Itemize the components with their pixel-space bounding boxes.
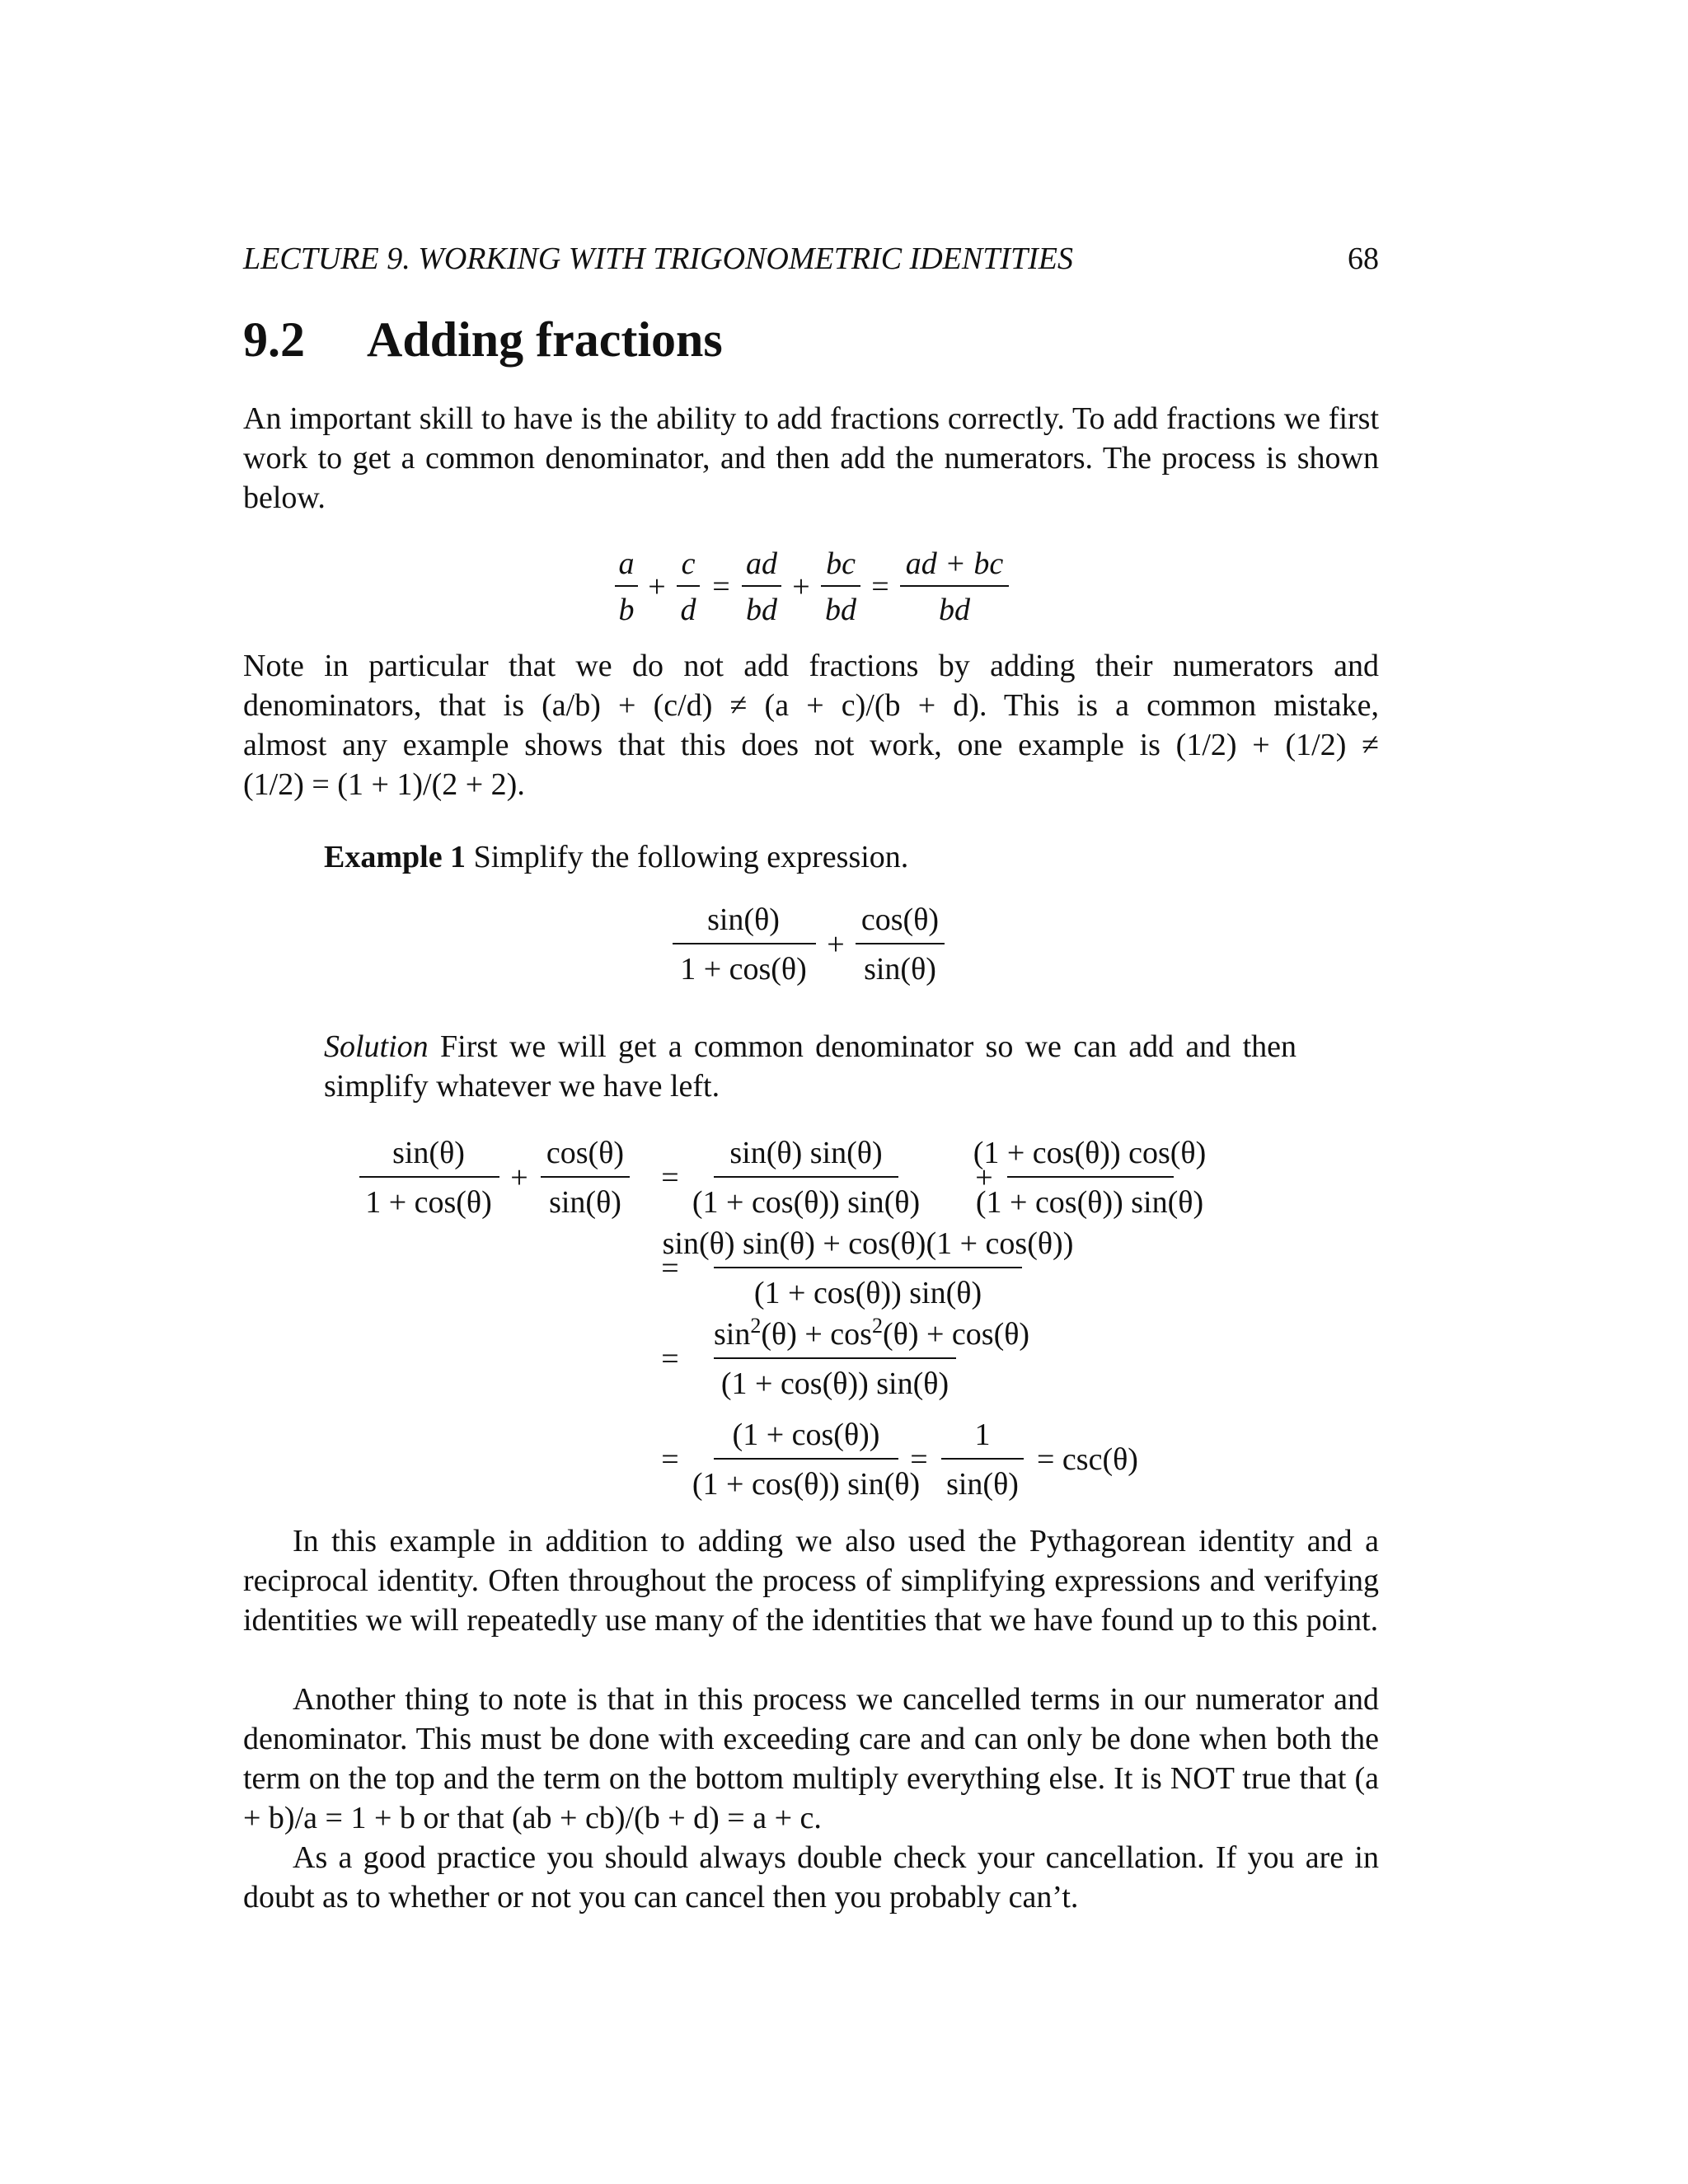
s3-num: $\sin^2(\theta) + \cos^2(\theta) + \cos(\theta)$	[714, 1314, 1030, 1352]
formula-a: a	[618, 546, 635, 581]
solution-label: Solution	[324, 1029, 429, 1064]
lhs-num2: cos(θ)	[546, 1136, 625, 1170]
plus-sign: +	[975, 1160, 993, 1195]
s1-den1: (1 + cos(θ)) sin(θ)	[692, 1185, 921, 1220]
example-prompt: Simplify the following expression.	[473, 840, 909, 874]
s4-den: (1 + cos(θ)) sin(θ)	[692, 1467, 921, 1502]
formula-bd: bd	[746, 593, 777, 627]
note-line: almost any example shows that this does not work, one example is (1/2) + (1/2) ≠	[243, 728, 1379, 762]
intro-paragraph: An important skill to have is the ability to add fractions correctly. To add fractions we first work to get a common denominator, and then add the numerators. The process is shown below.	[243, 401, 1379, 515]
formula-bd3: bd	[939, 593, 970, 627]
formula-d: d	[680, 593, 696, 627]
expr-den2: sin(θ)	[864, 952, 936, 987]
formula-c: c	[681, 546, 696, 581]
expr-num2: cos(θ)	[860, 902, 940, 937]
expr-den1: 1 + cos(θ)	[680, 952, 807, 987]
equals-sign: =	[661, 1251, 679, 1286]
s4-num: (1 + cos(θ))	[732, 1418, 880, 1452]
example-heading	[324, 839, 908, 875]
formula-b: b	[618, 593, 635, 627]
plus-sign: +	[792, 569, 810, 604]
equals-sign: =	[871, 569, 889, 604]
expr-num1: sin(θ)	[707, 902, 780, 937]
note-line: denominators, that is (a/b) + (c/d) ≠ (a + c)/(b + d). This is a common mistake,	[243, 688, 1379, 723]
s1-num2: (1 + cos(θ)) cos(θ)	[973, 1136, 1207, 1170]
running-header: LECTURE 9. WORKING WITH TRIGONOMETRIC IDENTITIES	[243, 241, 1073, 276]
plus-sign: +	[648, 569, 666, 604]
derivation	[346, 1125, 1335, 1504]
fraction-sum-formula	[577, 536, 1088, 635]
s3-den: (1 + cos(θ)) sin(θ)	[720, 1366, 950, 1401]
equals-sign: =	[712, 569, 730, 604]
plus-sign: +	[827, 927, 845, 962]
s4-num2: 1	[974, 1418, 991, 1452]
paragraph-identities: In this example in addition to adding we also used the Pythagorean identity and a reciprocal identity. Often throughout the process of simplifying expressions and verifying identities we will repeatedly use many of the identities that we have found up to this point.	[243, 1524, 1379, 1638]
equals-sign: =	[910, 1442, 928, 1477]
example-label: Example 1	[324, 840, 467, 874]
s2-num: sin(θ) sin(θ) + cos(θ)(1 + cos(θ))	[662, 1226, 1074, 1261]
s4-result: = csc(θ)	[1037, 1442, 1138, 1477]
note-line: Note in particular that we do not add fractions by adding their numerators and	[243, 649, 1379, 683]
equals-sign: =	[661, 1442, 679, 1477]
equals-sign: =	[661, 1342, 679, 1376]
solution-text: First we will get a common denominator so we can add and then simplify whatever we have left.	[324, 1029, 1297, 1104]
section-title: Adding fractions	[367, 312, 723, 367]
solution-paragraph	[324, 1027, 1296, 1106]
s1-num1: sin(θ) sin(θ)	[729, 1136, 883, 1170]
plus-sign: +	[510, 1160, 528, 1195]
formula-sum-numerator: ad + bc	[905, 546, 1004, 581]
paragraph-cancellation: Another thing to note is that in this process we cancelled terms in our numerator and denominator. This must be done with exceeding care and can only be done when both the term on the top and the term on the bottom multiply everything else. It is NOT true that (a + b)/a = 1 + b or that (ab + cb)/(b + d) = a + c.	[243, 1682, 1379, 1835]
page-number: 68	[1348, 241, 1379, 276]
lhs-den2: sin(θ)	[549, 1185, 621, 1220]
section-number: 9.2	[243, 312, 305, 367]
s4-den2: sin(θ)	[946, 1467, 1019, 1502]
paragraph-practice: As a good practice you should always double check your cancellation. If you are in doubt as to whether or not you can cancel then you probably can’t.	[243, 1840, 1379, 1915]
example-expression	[659, 892, 989, 999]
lhs-den1: 1 + cos(θ)	[365, 1185, 492, 1220]
formula-bc: bc	[826, 546, 856, 581]
equals-sign: =	[661, 1160, 679, 1195]
formula-bd2: bd	[825, 593, 856, 627]
s1-den2: (1 + cos(θ)) sin(θ)	[975, 1185, 1204, 1220]
lhs-num1: sin(θ)	[392, 1136, 465, 1170]
note-line: (1/2) = (1 + 1)/(2 + 2).	[243, 767, 525, 802]
note-paragraph	[243, 646, 1379, 804]
section-heading	[243, 312, 723, 368]
s2-den: (1 + cos(θ)) sin(θ)	[753, 1276, 982, 1310]
formula-ad: ad	[746, 546, 777, 581]
